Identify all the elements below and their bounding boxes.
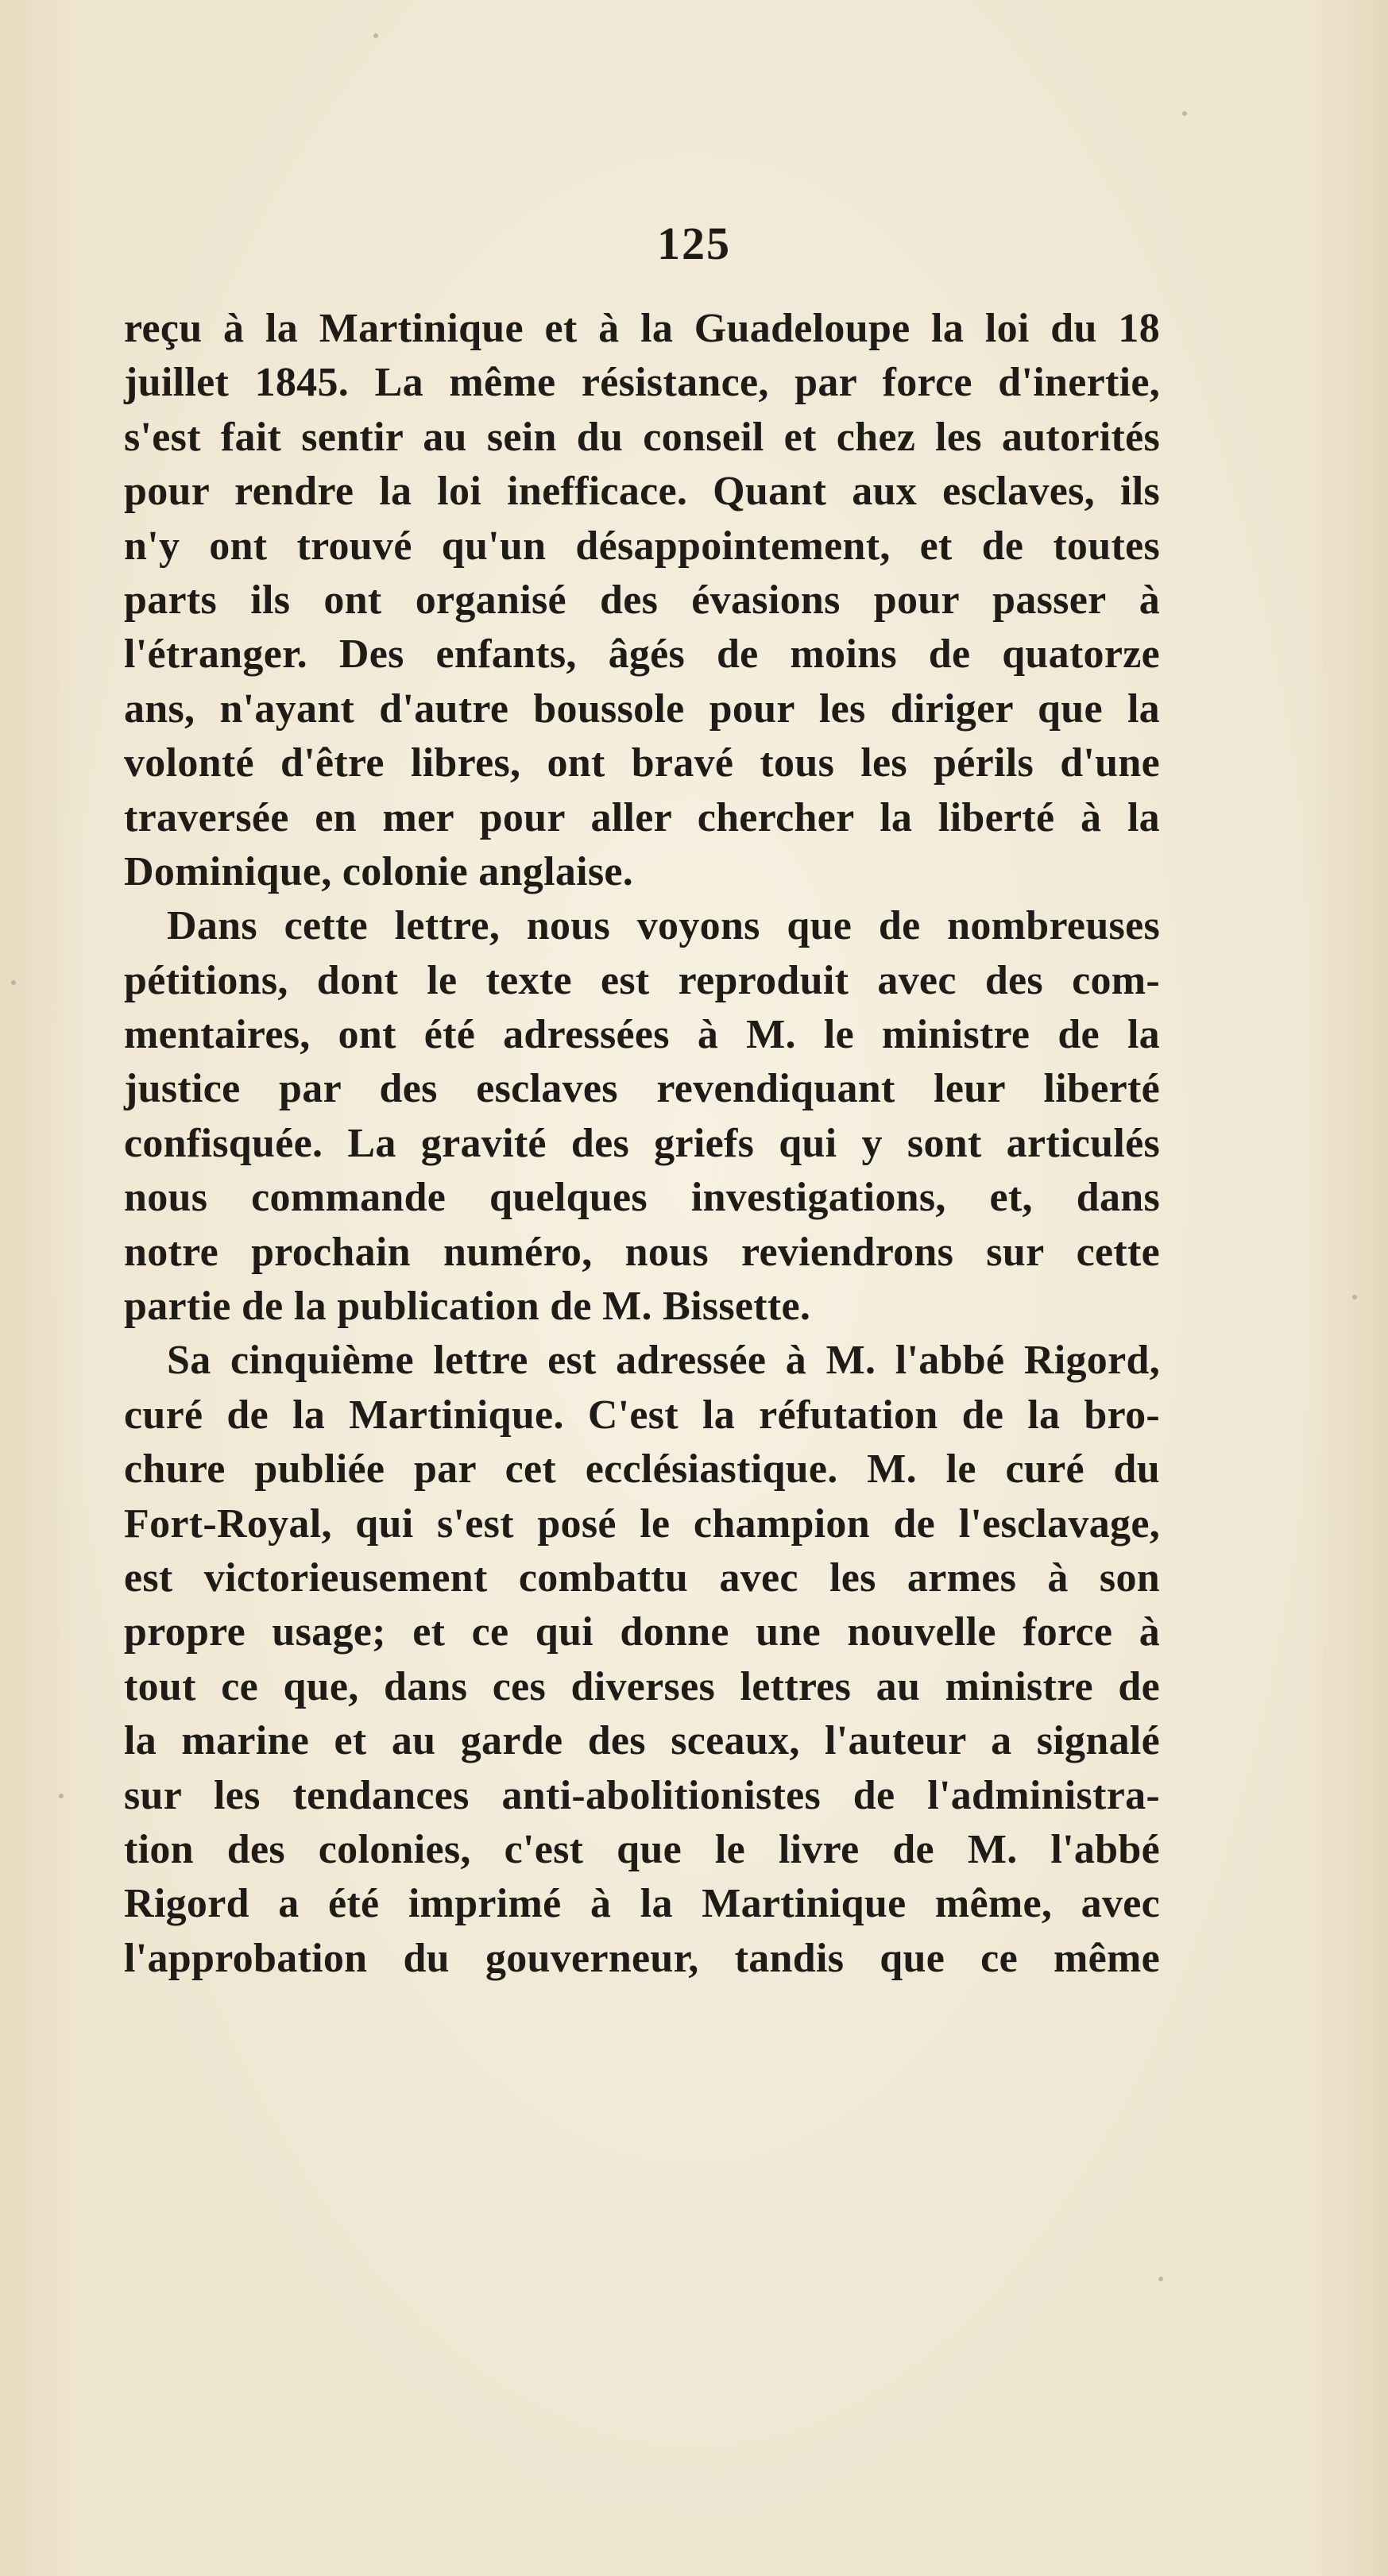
text-line: pour rendre la loi inefficace. Quant aux esclaves, ils [124,469,1160,515]
body-text [124,302,1160,1986]
text-line: propre usage; et ce qui donne une nouvelle force à [124,1609,1160,1655]
text-line: ans, n'ayant d'autre boussole pour les diriger que la [124,686,1160,732]
text-line: s'est fait sentir au sein du conseil et chez les autorités [124,414,1160,460]
text-line: juillet 1845. La même résistance, par force d'inertie, [124,360,1160,406]
text-line: l'approbation du gouverneur, tandis que ce même [124,1935,1160,1981]
text-line: nous commande quelques investigations, et, dans [124,1175,1160,1221]
paper-speck [59,1794,64,1798]
text-line: mentaires, ont été adressées à M. le ministre de la [124,1012,1160,1058]
text-line: traversée en mer pour aller chercher la liberté à la [124,794,1160,840]
paper-speck [11,980,16,985]
paper-speck [1158,2277,1163,2281]
text-line: Fort-Royal, qui s'est posé le champion de l'esclavage, [124,1500,1160,1547]
paper-speck [373,33,378,38]
text-line: sur les tendances anti-abolitionistes de l'administra- [124,1772,1160,1818]
paper-speck [1352,1295,1357,1300]
paper-speck [1182,111,1187,116]
text-line: pétitions, dont le texte est reproduit avec des com- [124,957,1160,1003]
text-line: parts ils ont organisé des évasions pour passer à [124,577,1160,623]
text-line: l'étranger. Des enfants, âgés de moins de quatorze [124,631,1160,678]
text-line: Sa cinquième lettre est adressée à M. l'abbé Rigord, [167,1338,1160,1384]
text-line: notre prochain numéro, nous reviendrons sur cette [124,1229,1160,1275]
text-line: Rigord a été imprimé à la Martinique même, avec [124,1881,1160,1927]
text-line: est victorieusement combattu avec les armes à son [124,1554,1160,1601]
text-line: n'y ont trouvé qu'un désappointement, et de toutes [124,523,1160,569]
text-line: reçu à la Martinique et à la Guadeloupe la loi du 18 [124,306,1160,351]
text-line: chure publiée par cet ecclésiastique. M. le curé du [124,1446,1160,1493]
text-line: volonté d'être libres, ont bravé tous les périls d'une [124,740,1160,786]
text-line: curé de la Martinique. C'est la réfutation de la bro- [124,1392,1160,1438]
text-line: tout ce que, dans ces diverses lettres au ministre de [124,1663,1160,1709]
text-line: tion des colonies, c'est que le livre de M. l'abbé [124,1826,1160,1872]
text-line: Dominique, colonie anglaise. [124,848,634,894]
text-line: la marine et au garde des sceaux, l'auteur a signalé [124,1718,1160,1764]
text-line: justice par des esclaves revendiquant leur liberté [124,1066,1160,1112]
text-line: partie de la publication de M. Bissette. [124,1284,811,1330]
text-line: confisquée. La gravité des griefs qui y sont articulés [124,1120,1160,1166]
text-line: Dans cette lettre, nous voyons que de nombreuses [167,903,1160,949]
page-number: 125 [657,218,731,269]
